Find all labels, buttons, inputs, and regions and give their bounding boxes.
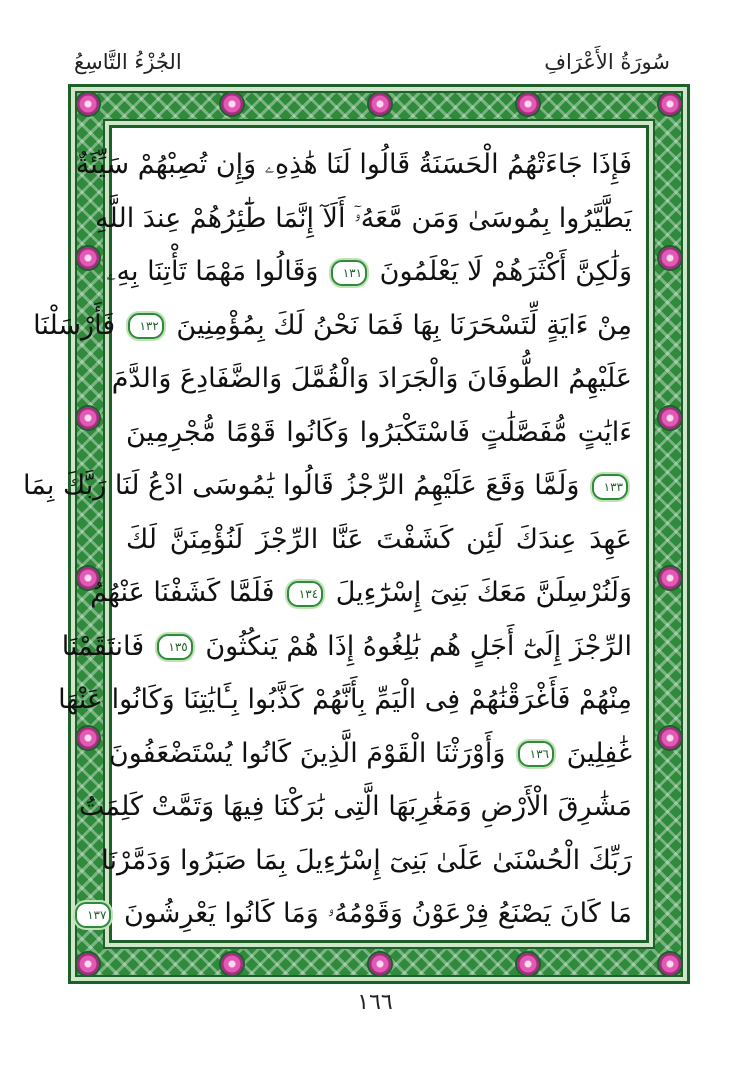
verse-line-10: الرِّجْزَ إِلَىٰٓ أَجَلٍ هُم بَٰلِغُوهُ إِذَا هُمْ يَنكُثُونَ ١٣٥ فَانتَقَمْنَا [61,630,632,662]
verse-line-15: مَا كَانَ يَصْنَعُ فِرْعَوْنُ وَقَوْمُهُۥ وَمَا كَانُوا يَعْرِشُونَ ١٣٧ [112,887,646,941]
flower-ornament-icon [517,93,539,115]
verse-line-3 [106,245,646,299]
flower-ornament-icon [77,727,99,749]
verse-line-6: ءَايَٰتٍ مُّفَصَّلَٰتٍ فَاسْتَكْبَرُوا وَكَانُوا قَوْمًا مُّجْرِمِينَ [126,416,632,448]
page-number: ١٦٦ [357,990,393,1015]
flower-ornament-icon [221,93,243,115]
flower-ornament-icon [659,953,681,975]
verse-line-3-text: وَلَٰكِنَّ أَكْثَرَهُمْ لَا يَعْلَمُونَ ١٣١ وَقَالُوا مَهْمَا تَأْتِنَا بِهِۦ [106,256,632,287]
verse-line-9: وَلَنُرْسِلَنَّ مَعَكَ بَنِىٓ إِسْرَٰٓءِيلَ ١٣٤ فَلَمَّا كَشَفْنَا عَنْهُمُ [90,577,632,608]
verse-line-7: ١٣٣ وَلَمَّا وَقَعَ عَلَيْهِمُ الرِّجْزُ قَالُوا يَٰمُوسَى ادْعُ لَنَا رَبَّكَ بِمَا [112,459,646,513]
flower-ornament-icon [659,407,681,429]
header-surah: سُورَةُ الأَعْرَافِ [544,50,670,74]
ayah-number-marker: ١٣٢ [128,313,164,339]
verse-line-13: مَشَٰرِقَ الْأَرْضِ وَمَغَٰرِبَهَا الَّتِى بَٰرَكْنَا فِيهَا وَتَمَّتْ كَلِمَتُ [79,791,632,822]
ayah-number-marker: ١٣٣ [592,474,628,500]
flower-ornament-icon [659,727,681,749]
flower-ornament-icon [369,953,391,975]
flower-ornament-icon [659,567,681,589]
verse-line-8: عَهِدَ عِندَكَ لَئِن كَشَفْتَ عَنَّا الرِّجْزَ لَنُؤْمِنَنَّ لَكَ [126,523,632,555]
flower-ornament-icon [77,953,99,975]
ayah-number-marker: ١٣٧ [75,902,111,928]
verse-lines [23,138,646,941]
verse-line-5: عَلَيْهِمُ الطُّوفَانَ وَالْجَرَادَ وَالْقُمَّلَ وَالضَّفَادِعَ وَالدَّمَ [111,363,632,394]
flower-ornament-icon [221,953,243,975]
flower-ornament-icon [659,247,681,269]
ayah-number-marker: ١٣٦ [518,741,554,767]
flower-ornament-icon [77,93,99,115]
quran-text-panel [23,126,648,942]
flower-ornament-icon [369,93,391,115]
verse-line-4: مِنْ ءَايَةٍ لِّتَسْحَرَنَا بِهَا فَمَا نَحْنُ لَكَ بِمُؤْمِنِينَ ١٣٢ فَأَرْسَلْنَا [33,309,632,341]
verse-line-1: فَإِذَا جَاءَتْهُمُ الْحَسَنَةُ قَالُوا لَنَا هَٰذِهِۦ وَإِن تُصِبْهُمْ سَيِّئَةٌ [75,149,632,180]
verse-line-11: مِنْهُمْ فَأَغْرَقْنَٰهُمْ فِى الْيَمِّ بِأَنَّهُمْ كَذَّبُوا بِـَٔايَٰتِنَا وَكَانُوا عَنْهَا [58,684,632,715]
flower-ornament-icon [659,93,681,115]
header-juz: الجُزْءُ التَّاسِعُ [74,50,182,74]
ayah-number-marker: ١٣٥ [157,634,193,660]
flower-ornament-icon [517,953,539,975]
verse-line-2: يَطَّيَّرُوا بِمُوسَىٰ وَمَن مَّعَهُۥٓ أَلَآ إِنَّمَا طَٰٓئِرُهُمْ عِندَ اللَّهِ [95,202,632,234]
verse-line-14: رَبِّكَ الْحُسْنَىٰ عَلَىٰ بَنِىٓ إِسْرَٰٓءِيلَ بِمَا صَبَرُوا وَدَمَّرْنَا [101,844,632,876]
verse-line-12: غَٰفِلِينَ ١٣٦ وَأَوْرَثْنَا الْقَوْمَ الَّذِينَ كَانُوا يُسْتَضْعَفُونَ [108,737,632,769]
flower-ornament-icon [77,247,99,269]
ayah-number-marker: ١٣٤ [287,581,323,607]
flower-ornament-icon [77,407,99,429]
ayah-number-marker: ١٣١ [331,260,367,286]
